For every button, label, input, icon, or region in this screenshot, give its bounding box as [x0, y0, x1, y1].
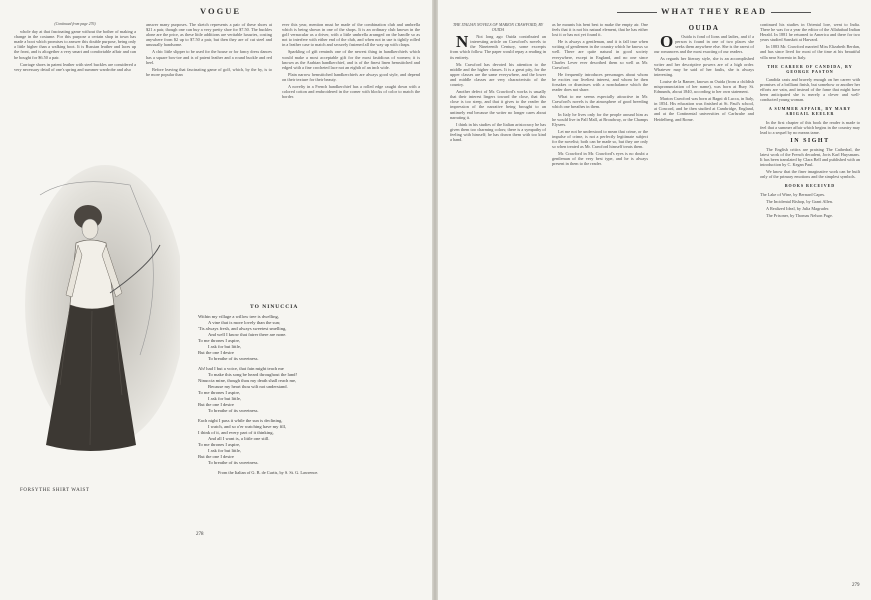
drop-cap-n: N [456, 32, 469, 52]
left-page [0, 0, 432, 600]
poem-line: To me thrones I aspire, [198, 442, 241, 447]
masthead-what-they-read [613, 6, 815, 16]
section-heading-in-sight: IN SIGHT [790, 137, 830, 144]
shirt-waist-illustration [10, 155, 180, 460]
poem-line: Ah! had I but a voice, that fain might teach me [198, 366, 284, 371]
paragraph: He is always a gentleman, and it is fall true when writing of gentlemen in the country which he knows so well. There are quite natural in good society everywhere, except in England, and no one since Charles Lever ever described them so well as Mr. Crawford. [552, 39, 648, 70]
paragraph: whole day at that fascinating game without the bother of making a change in the costume. For this purpose a certain shop in town has made a boot which promises to answer this double purpose, being only a little higher than a walking boot. It is Russian leather and laces up the front, and is altogether a very smart and comfortable affair and can be bought for $6.50 a pair. [14, 29, 136, 60]
masthead-text: WHAT THEY READ [661, 6, 768, 16]
paragraph: Ouida is fond of lions and ladies, and if a person is found in one of two places she seeks them anywhere else. She is the rarest of our romancers and the most exacting of our readers. [654, 34, 754, 55]
paragraph: Let me not be understood to mean that crime, or the impulse of crime, is not a perfectly legitimate subject for the novelist; both can be made so, but they are only so when treated as Mr. Crawford himself treats them. [552, 128, 648, 150]
right-column-4 [760, 22, 860, 577]
poem-line: To me thrones I aspire, [198, 390, 241, 395]
poem-stanza-2 [198, 366, 423, 414]
section-heading-books-received: BOOKS RECEIVED [784, 183, 836, 189]
paragraph: continued his studies in Oriental lore, went to India. There he was for a year the editor of the Allahabad Indian Herald. In 1881 he returned to America and there for two years studied Sanskrit at Harvard. [760, 22, 860, 43]
left-column-3 [282, 22, 420, 282]
poem-line: I ask for but little, [208, 344, 242, 349]
paragraph: Mr. Crawford in Mr. Crawford's eyes is no doubt a gentleman of the very best type, and he is always present in them to the reader. [552, 151, 648, 167]
poem-line: Because my heart thou wilt not understand. [208, 384, 288, 389]
right-column-2 [552, 22, 648, 577]
book-entry: The Prisoner, by Thomas Nelson Page. [766, 212, 833, 218]
paragraph: In 1883 Mr. Crawford married Miss Elizabeth Berdan, and has since lived for most of the time at his beautiful villa near Sorrento in Italy. [760, 44, 860, 60]
drop-cap-o: O [660, 32, 674, 52]
page-number-right: 279 [852, 583, 860, 588]
page-number-left: 278 [196, 532, 204, 537]
poem-line: To breathe of its sweetness. [208, 356, 259, 361]
poem-line: A vine that is more lovely than the sun; [208, 320, 281, 325]
poem-line: To me thrones I aspire, [198, 338, 241, 343]
paragraph: Sparkling of gift reminds one of the newest thing in handkerchiefs which would make a most acceptable gift for the most fastidious of women; it is known as the Arabian handkerchief, and is of the finest linen hemstitched and edged with a fine crocheted lace not an eighth of an inch wide. [282, 49, 420, 70]
right-page [438, 0, 871, 600]
paragraph: A chic little slipper to be used for the house or for fancy dress dances has a square box-toe and is of patent leather and a round buckle and red heel. [146, 49, 272, 65]
illustration-caption: FORSYTHE SHIRT WAIST [20, 488, 90, 493]
poem-line: 'Tis always fresh, and always sweetest smelling, [198, 326, 287, 331]
poem-line: To breathe of its sweetness. [208, 460, 259, 465]
paragraph: Candida casts and bravely enough on her career with promises of a brilliant finish, but somehow or another her efforts are vain, and instead of the fame that might have been anticipated she is merely a clever and well-conducted young woman. [760, 76, 860, 103]
left-column-1 [14, 22, 136, 127]
masthead-rule-left [617, 12, 657, 13]
paragraph: as he mounts his bent best to make the empty air. One feels that it is not his natural element, that he has either lost it or has not yet found it. [552, 22, 648, 38]
poem-line: I ask for but little, [208, 396, 242, 401]
book-entry: The Incidental Bishop, by Grant Allen. [766, 198, 833, 204]
section-heading-summer-affair: A SUMMER AFFAIR, BY MARY ABIGAIL KEELER [768, 106, 852, 117]
book-entry: A Realized Ideal, by Julia Magruder. [766, 205, 830, 211]
paragraph: We know that the finer imaginative work can be built only of the primary emotions and the simplest symbols. [760, 169, 860, 180]
poem-credit: From the Italian of G. B. de Curtis, by S. St. G. Lawrence. [218, 470, 319, 475]
poem-line: And all I want is, a little one still. [208, 436, 270, 441]
paragraph: Before leaving that fascinating game of golf, which, by the by, is to be more popular than [146, 66, 272, 77]
paragraph: answer many purposes. The sketch represents a pair of these shoes at $21 a pair, though one can buy a very pretty shoe for $7.50. The buckles alone are the price, as these little additions are veritable luxuries, costing anywhere from $2 up to $7.50 a pair, but then they are of cut steel and unusually handsome. [146, 22, 272, 48]
poem-line: But the one I desire [198, 402, 234, 407]
poem [198, 314, 423, 476]
book-entry: The Lake of Wine, by Bernard Capes. [760, 191, 826, 197]
poem-line: Ninuccia mine, though thou my death shall reach me, [198, 378, 297, 383]
books-list [760, 192, 860, 218]
poem-line: And well I know that fairer there are none. [208, 332, 287, 337]
paragraph: Louise de la Ramee, known as Ouida (from a childish mispronunciation of her name), was born at Bury St. Edmunds, about 1840, according to her own statement. [654, 78, 754, 95]
poem-title: TO NINUCCIA [250, 304, 299, 310]
paragraph: ever this year, mention must be made of the combination club and umbrella which is being shown in one of the shops. It is an ordinary club known in the golf vernacular as a driver, with a little umbrella arranged on the handle so as not to interfere with either end of the club, and when not in use is tightly rolled in a leather case to match and securely fastened all the way up with clasps. [282, 22, 420, 48]
section-heading-ouida: OUIDA [688, 24, 720, 32]
poem-line: I ask for but little, [208, 448, 242, 453]
poem-line: To make this song be heard throughout the land! [208, 372, 297, 377]
paragraph: Another defect of Mr. Crawford's works is usually that their interest lingers toward the close, that this close is too steep, and that it gives to the reader the impression of the narrative being brought to an untimely end because the writer no longer cares about narrating it. [450, 89, 546, 120]
poem-stanza-3 [198, 418, 423, 466]
poem-line: But the one I desire [198, 350, 234, 355]
paragraph: He frequently introduces personages about whom he excites our liveliest interest, and whom he then forsakes or dismisses with a nonchalance which the reader does not share. [552, 71, 648, 93]
right-column-3 [654, 22, 754, 577]
paragraph: As regards her literary style, she is an accomplished writer and her descriptive powers are of a high order. Whatever may be said of her faults, she is always interesting. [654, 56, 754, 77]
masthead-vogue: VOGUE [200, 6, 241, 16]
paragraph: What to me seems especially attractive in Mr. Crawford's novels is the atmosphere of good breeding which one breathes in them. [552, 94, 648, 110]
paragraph: Not long ago Ouida contributed an interesting article on Crawford's novels to the Nineteenth Century, some excerpts from which follow. The paper would repay a reading in its entirety. [450, 34, 546, 60]
paragraph: The English critics are praising The Cathedral, the latest work of the French decadent, Joris Karl Huysmans. It has been translated by Clara Bell and published with an introduction by C. Kegan Paul. [760, 146, 860, 168]
paragraph: A novelty in a French handkerchief has a rolled edge caught down with a colored cotton and embroidered in the corner with blocks of color to match the border. [282, 84, 420, 100]
poem-line: Within my village a willow tree is dwelling, [198, 314, 279, 319]
poem-line: I think of it, and every part of it thinking, [198, 430, 274, 435]
paragraph: Plain narrow hemstitched handkerchiefs are always good style, and depend on their texture for their beauty. [282, 71, 420, 82]
poem-stanza-1 [198, 314, 423, 362]
paragraph: Mr. Crawford has devoted his attention to the middle and the higher classes. It is a great pity, for the upper classes are the same everywhere, and the lower and middle classes are very characteristic of the country. [450, 61, 546, 88]
poem-line: I watch, and so o'er watching have my fill, [208, 424, 287, 429]
masthead-rule-right [771, 12, 811, 13]
paragraph: Carriage shoes in patent leather with steel buckles are considered a very necessary detail of one's spring and summer wardrobe and also [14, 61, 136, 72]
poem-line: But the one I desire [198, 454, 234, 459]
paragraph: Marion Crawford was born at Bagni di Lucca, in Italy, in 1854. His education was finished at St. Paul's school, at Concord, and he then studied at Cambridge, England, and at the Continental universities of Carlsruhe and Heidelberg, and Rome. [654, 96, 754, 122]
poem-line: To breathe of its sweetness. [208, 408, 259, 413]
review-title: THE ITALIAN NOVELS OF MARION CRAWFORD, BY OUIDA [452, 22, 544, 33]
section-heading-candida: THE CAREER OF CANDIDA, BY GEORGE PASTON [767, 63, 853, 74]
paragraph: I think in his studies of the Italian aristocracy he has given them too charming colors; there is a sympathy of feeling with himself; he has drawn them with too kind a hand. [450, 121, 546, 142]
poem-line: Each night I pass it while the sun is declining, [198, 418, 283, 423]
right-column-1 [450, 22, 546, 577]
paragraph: In the first chapter of this book the reader is made to feel that a summer affair which begins in the country may lead to a sequel by no means tame. [760, 119, 860, 135]
continued-note: (Continued from page 276) [54, 22, 96, 26]
paragraph: In Italy he lives only for the people around him as he would live in Pall Mall, at Broadway, or the Champs Elysees. [552, 111, 648, 127]
